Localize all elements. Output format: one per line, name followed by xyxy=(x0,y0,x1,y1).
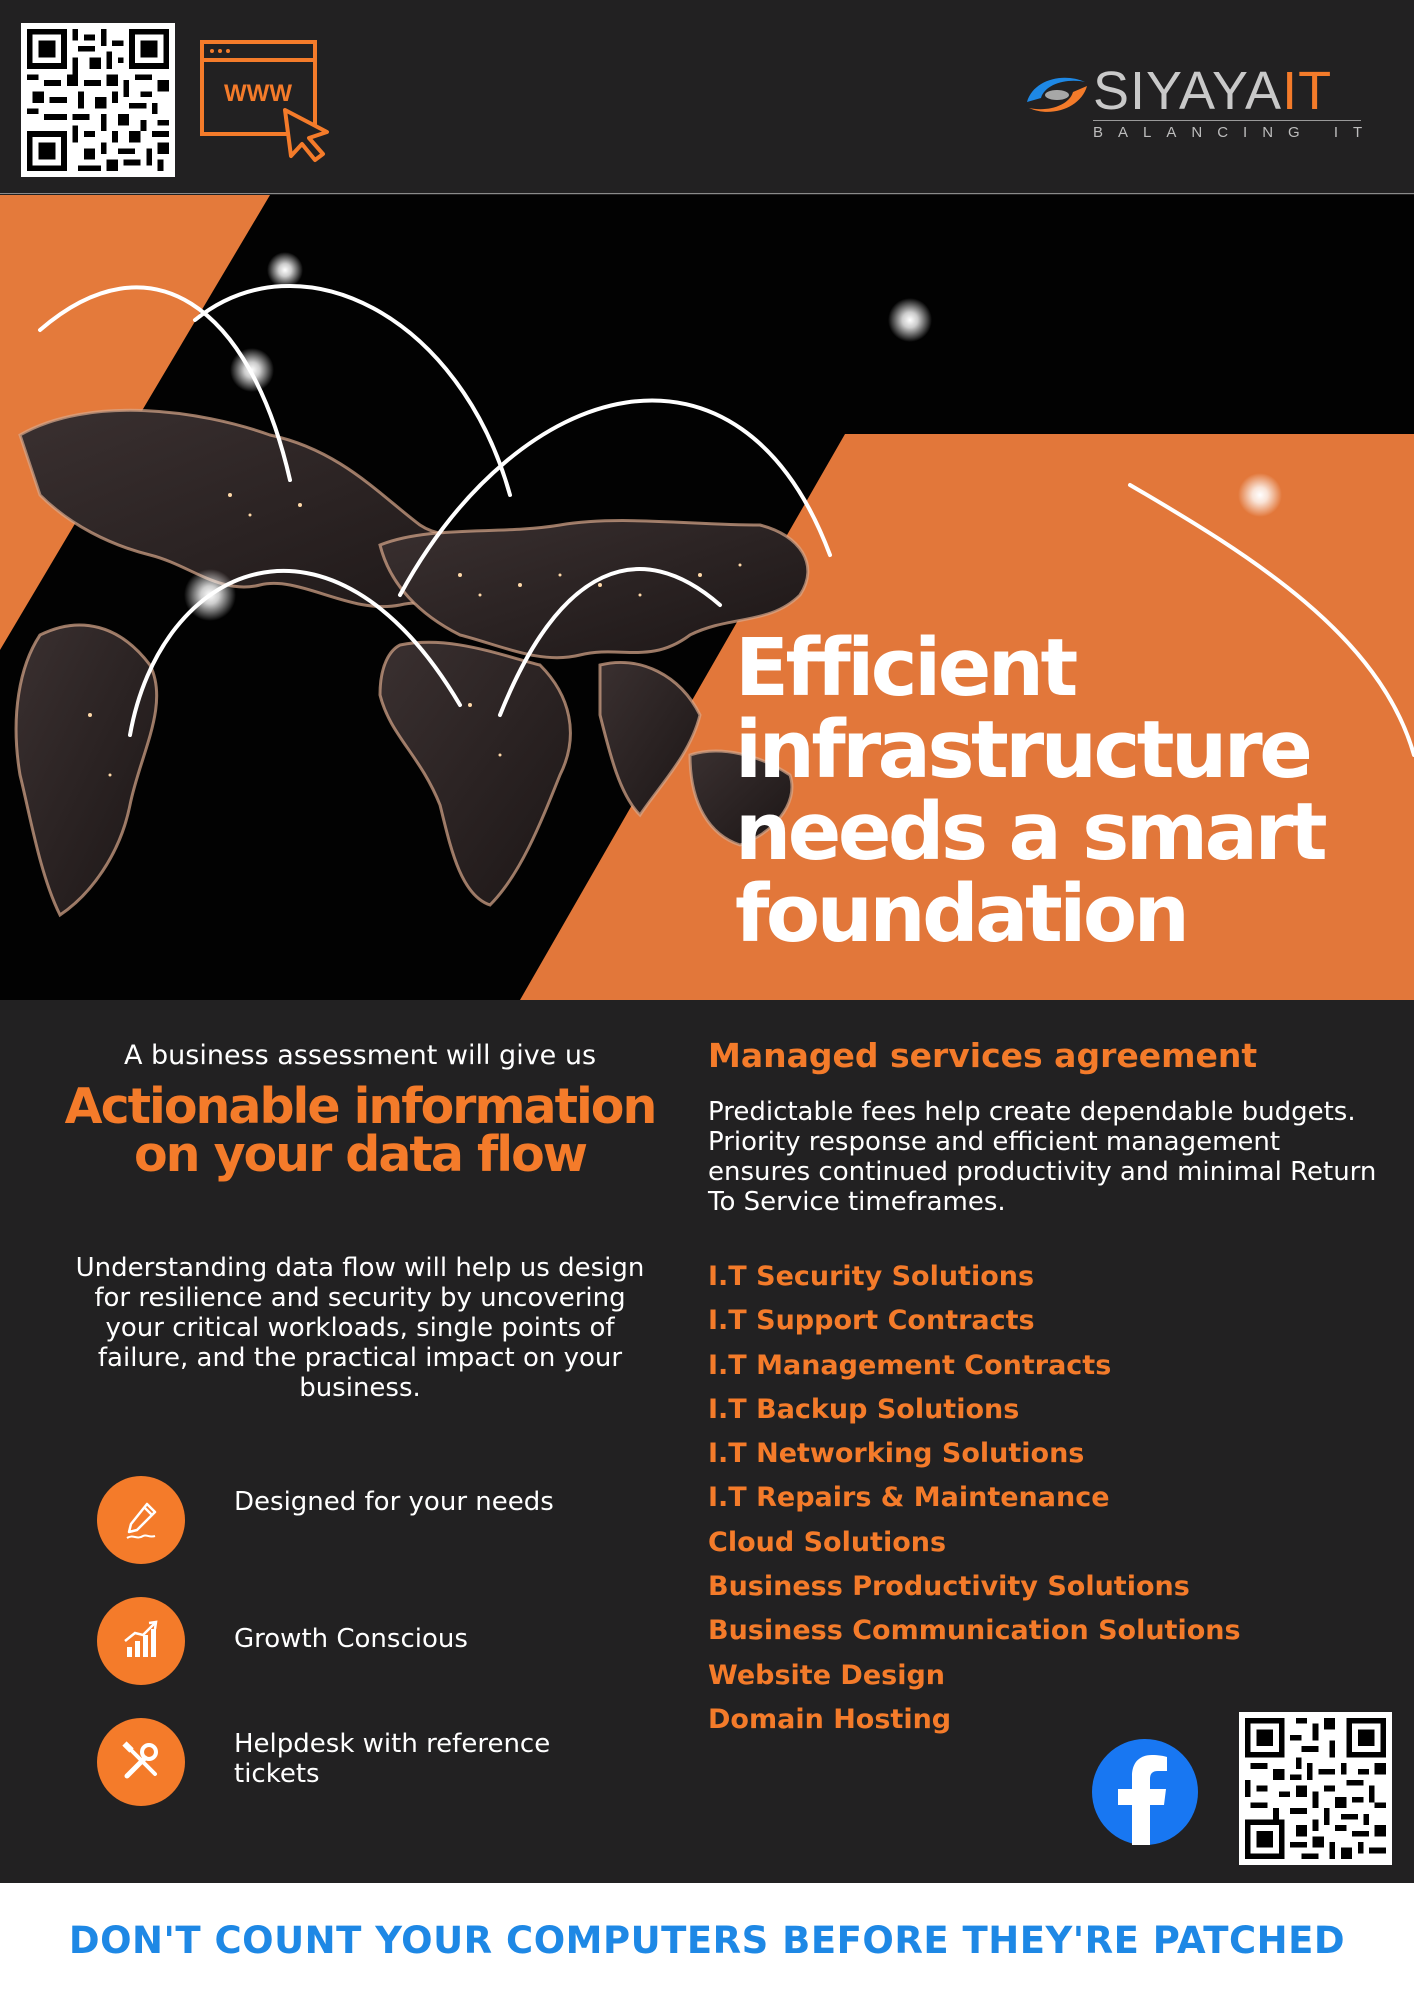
feature-growth xyxy=(97,1597,617,1687)
logo-swirl-icon xyxy=(1023,68,1091,120)
service-item: I.T Security Solutions xyxy=(708,1261,1035,1292)
logo-brand-accent: IT xyxy=(1282,61,1333,121)
service-item: I.T Repairs & Maintenance xyxy=(708,1482,1110,1514)
service-item: I.T Networking Solutions xyxy=(708,1438,1085,1470)
company-logo[interactable] xyxy=(1023,61,1378,144)
feature-icon-circle xyxy=(97,1718,185,1806)
service-item: Website Design xyxy=(708,1659,946,1691)
pen-signature-icon xyxy=(119,1498,163,1542)
logo-tagline: BALANCING IT xyxy=(1093,120,1361,141)
header xyxy=(0,0,1414,194)
feature-label: Helpdesk with reference tickets xyxy=(234,1729,551,1789)
msa-paragraph: Predictable fees help create dependable budgets. Priority response and efficient management ensures continued productivity and minimal Return To Service timeframes. xyxy=(708,1097,1377,1217)
hero-banner xyxy=(0,195,1414,1000)
feature-helpdesk xyxy=(97,1718,617,1808)
service-item: Business Productivity Solutions xyxy=(708,1571,1190,1603)
facebook-icon xyxy=(1092,1739,1198,1845)
footer-tagline: DON'T COUNT YOUR COMPUTERS BEFORE THEY'RE PATCHED xyxy=(68,1919,1346,1962)
logo-brand-main: SIYAYA xyxy=(1093,61,1283,121)
service-item: I.T Management Contracts xyxy=(708,1349,1112,1381)
assessment-lead: A business assessment will give us xyxy=(123,1040,597,1071)
website-icon[interactable] xyxy=(199,38,333,163)
services-list xyxy=(708,1255,1388,1742)
qr-code-top[interactable] xyxy=(21,23,175,177)
data-flow-paragraph: Understanding data flow will help us design for resilience and security by uncovering your critical workloads, single points of failure, and the practical impact on your business. xyxy=(75,1253,645,1403)
hero-title: Efficient infrastructure needs a smart foundation xyxy=(735,622,1325,960)
feature-label: Designed for your needs xyxy=(234,1487,554,1517)
footer xyxy=(0,1883,1414,2000)
qr-code-icon xyxy=(1245,1718,1386,1859)
assessment-headline: Actionable information on your data flow xyxy=(64,1078,656,1183)
www-label: WWW xyxy=(224,80,292,107)
feature-label: Growth Conscious xyxy=(234,1624,468,1654)
facebook-link[interactable] xyxy=(1092,1739,1198,1845)
service-item: Cloud Solutions xyxy=(708,1526,947,1558)
service-item: Business Communication Solutions xyxy=(708,1615,1241,1647)
growth-chart-icon xyxy=(119,1619,163,1663)
service-item: I.T Backup Solutions xyxy=(708,1393,1020,1425)
logo-wordmark xyxy=(1093,62,1332,120)
feature-icon-circle xyxy=(97,1476,185,1564)
qr-code-bottom[interactable] xyxy=(1239,1712,1392,1865)
feature-icon-circle xyxy=(97,1597,185,1685)
service-item: I.T Support Contracts xyxy=(708,1305,1035,1337)
service-item: Domain Hosting xyxy=(708,1703,952,1735)
msa-title: Managed services agreement xyxy=(708,1036,1258,1075)
qr-code-icon xyxy=(27,29,169,171)
tools-icon xyxy=(119,1740,163,1784)
feature-designed xyxy=(97,1476,617,1566)
